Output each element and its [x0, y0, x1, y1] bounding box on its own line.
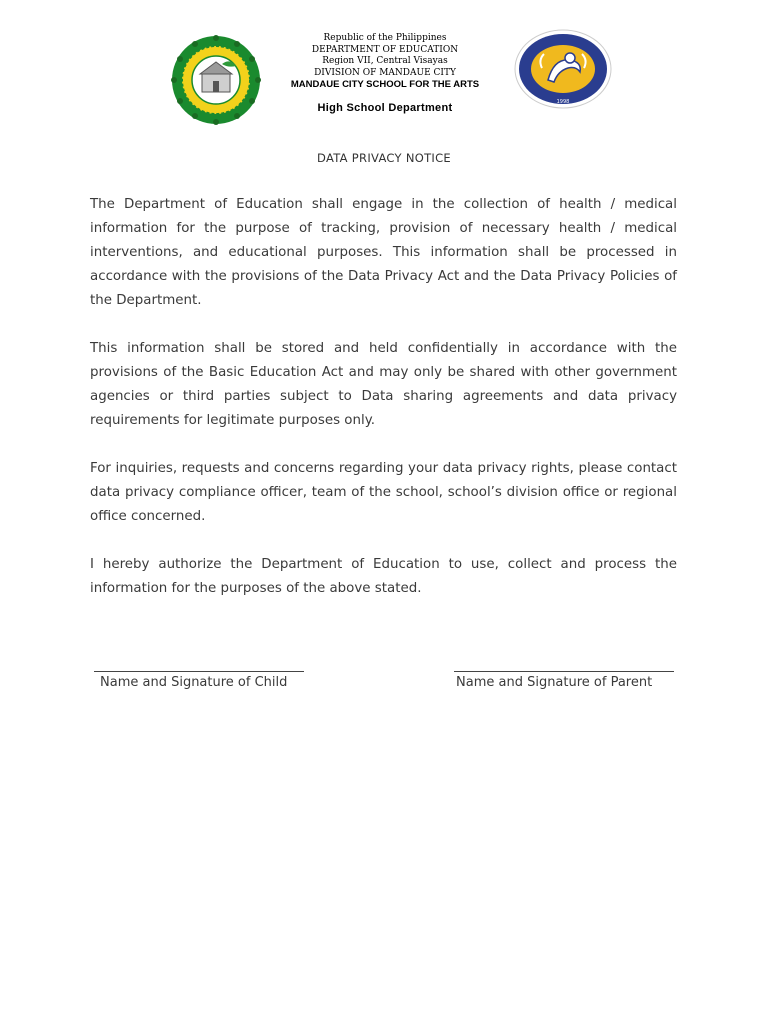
school-name-line: MANDAUE CITY SCHOOL FOR THE ARTS [290, 79, 480, 90]
child-signature-block [94, 671, 304, 690]
notice-body [90, 193, 677, 625]
page-title: DATA PRIVACY NOTICE [317, 151, 451, 165]
department-line: DEPARTMENT OF EDUCATION [311, 44, 459, 55]
department-name: High School Department [317, 101, 453, 114]
seal-year: 1998 [556, 99, 570, 105]
republic-line: Republic of the Philippines [323, 33, 447, 43]
parent-signature-line[interactable] [454, 671, 674, 672]
parent-signature-label: Name and Signature of Parent [456, 675, 653, 690]
paragraph-authorization: I hereby authorize the Department of Education to use, collect and process the information for the purposes of the above stated. [90, 557, 677, 596]
parent-signature-block [454, 671, 674, 690]
school-arts-seal-logo [512, 28, 614, 110]
paragraph-storage: This information shall be stored and held confidentially in accordance with the provisions of the Basic Education Act and may only be shared with other government agencies or third parties subject to Data sharing agreements and data privacy requirements for legitimate purposes only. [90, 341, 677, 428]
paragraph-inquiries: For inquiries, requests and concerns regarding your data privacy rights, please contact data privacy compliance officer, team of the school, school’s division office or regional office concerned. [90, 461, 677, 524]
school-seal-logo [170, 34, 262, 126]
division-line: DIVISION OF MANDAUE CITY [314, 67, 456, 78]
paragraph-collection: The Department of Education shall engage in the collection of health / medical information for the purpose of tracking, provision of necessary health / medical interventions, and educational purposes. This information shall be processed in accordance with the provisions of the Data Privacy Act and the Data Privacy Policies of the Department. [90, 197, 677, 308]
child-signature-label: Name and Signature of Child [100, 675, 288, 690]
region-line: Region VII, Central Visayas [322, 56, 448, 66]
child-signature-line[interactable] [94, 671, 304, 672]
letterhead [280, 33, 490, 114]
